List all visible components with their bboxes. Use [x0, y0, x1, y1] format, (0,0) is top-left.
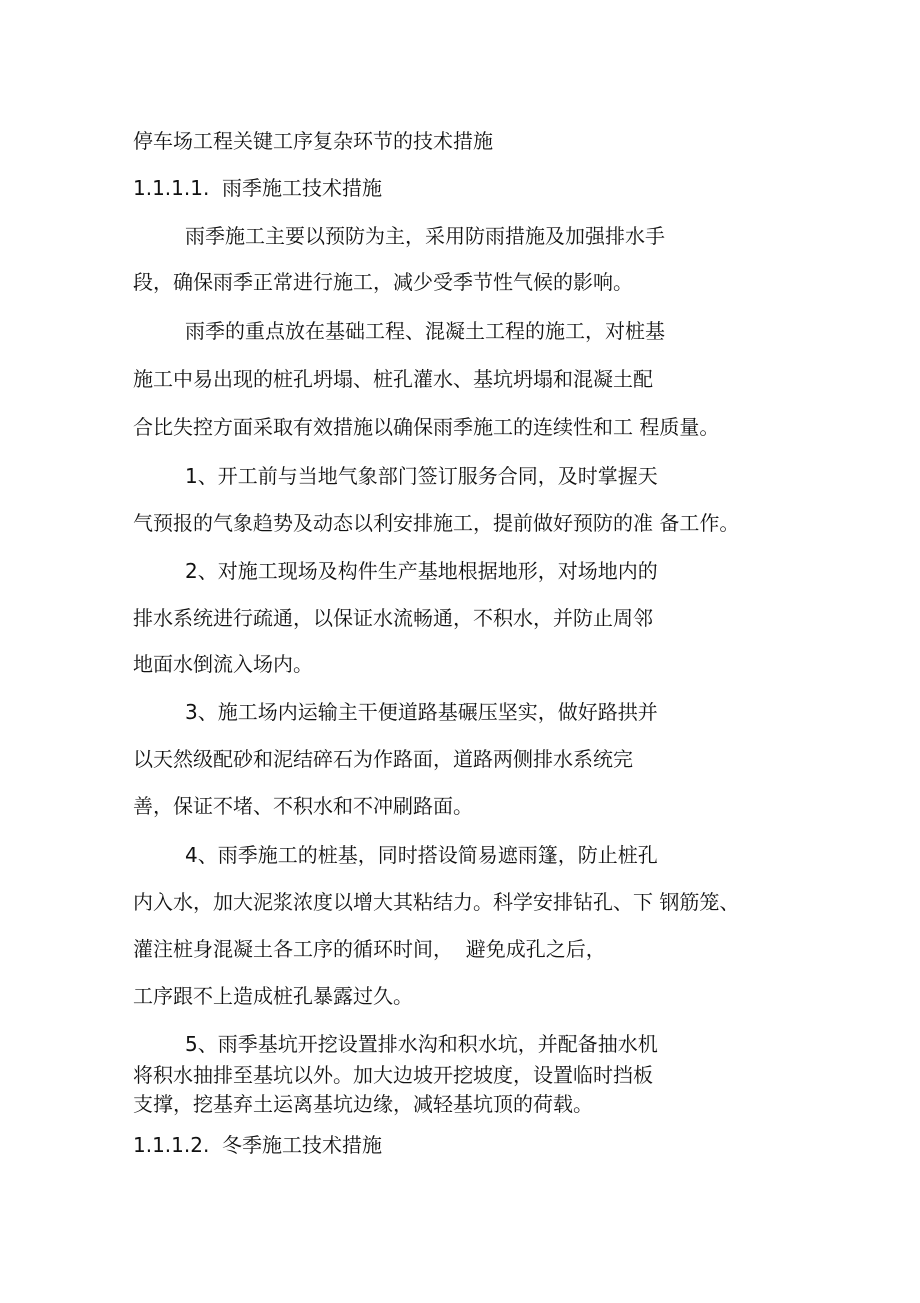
list-item-line: 灌注桩身混凝土各工序的循环时间， 避免成孔之后， [133, 937, 606, 961]
paragraph-line: 合比失控方面采取有效措施以确保雨季施工的连续性和工 程质量。 [133, 415, 720, 439]
list-item-line: 1、开工前与当地气象部门签订服务合同，及时掌握天 [185, 464, 658, 488]
section-number: 1.1.1.1. [133, 176, 210, 200]
paragraph-line: 雨季的重点放在基础工程、混凝土工程的施工，对桩基 [185, 319, 665, 343]
list-item-line: 气预报的气象趋势及动态以利安排施工，提前做好预防的准 备工作。 [133, 511, 740, 535]
list-item-line: 支撑，挖基弃土运离基坑边缘，减轻基坑顶的荷载。 [133, 1092, 593, 1116]
section-number: 1.1.1.2. [133, 1133, 210, 1157]
list-item-line: 5、雨季基坑开挖设置排水沟和积水坑，并配备抽水机 [185, 1032, 658, 1056]
section-title: 雨季施工技术措施 [222, 176, 383, 200]
list-item-line: 2、对施工现场及构件生产基地根据地形，对场地内的 [185, 559, 658, 583]
list-item-line: 地面水倒流入场内。 [133, 652, 313, 676]
list-item-line: 工序跟不上造成桩孔暴露过久。 [133, 984, 413, 1008]
section-heading-winter [133, 1133, 382, 1157]
paragraph-line: 雨季施工主要以预防为主，采用防雨措施及加强排水手 [185, 224, 665, 248]
list-item-line: 内入水，加大泥浆浓度以增大其粘结力。科学安排钻孔、下 钢筋笼、 [133, 890, 740, 914]
section-heading-rainy-season [133, 176, 382, 200]
list-item-line: 3、施工场内运输主干便道路基碾压坚实，做好路拱并 [185, 700, 658, 724]
list-item-line: 以天然级配砂和泥结碎石为作路面，道路两侧排水系统完 [133, 747, 633, 771]
list-item-line: 善，保证不堵、不积水和不冲刷路面。 [133, 794, 473, 818]
paragraph-line: 施工中易出现的桩孔坍塌、桩孔灌水、基坑坍塌和混凝土配 [133, 367, 653, 391]
paragraph-line: 段，确保雨季正常进行施工，减少受季节性气候的影响。 [133, 270, 633, 294]
document-title: 停车场工程关键工序复杂环节的技术措施 [133, 129, 493, 153]
list-item-line: 4、雨季施工的桩基，同时搭设简易遮雨篷，防止桩孔 [185, 843, 658, 867]
list-item-line: 排水系统进行疏通，以保证水流畅通，不积水，并防止周邻 [133, 606, 653, 630]
section-title: 冬季施工技术措施 [222, 1133, 383, 1157]
list-item-line: 将积水抽排至基坑以外。加大边坡开挖坡度，设置临时挡板 [133, 1063, 653, 1087]
